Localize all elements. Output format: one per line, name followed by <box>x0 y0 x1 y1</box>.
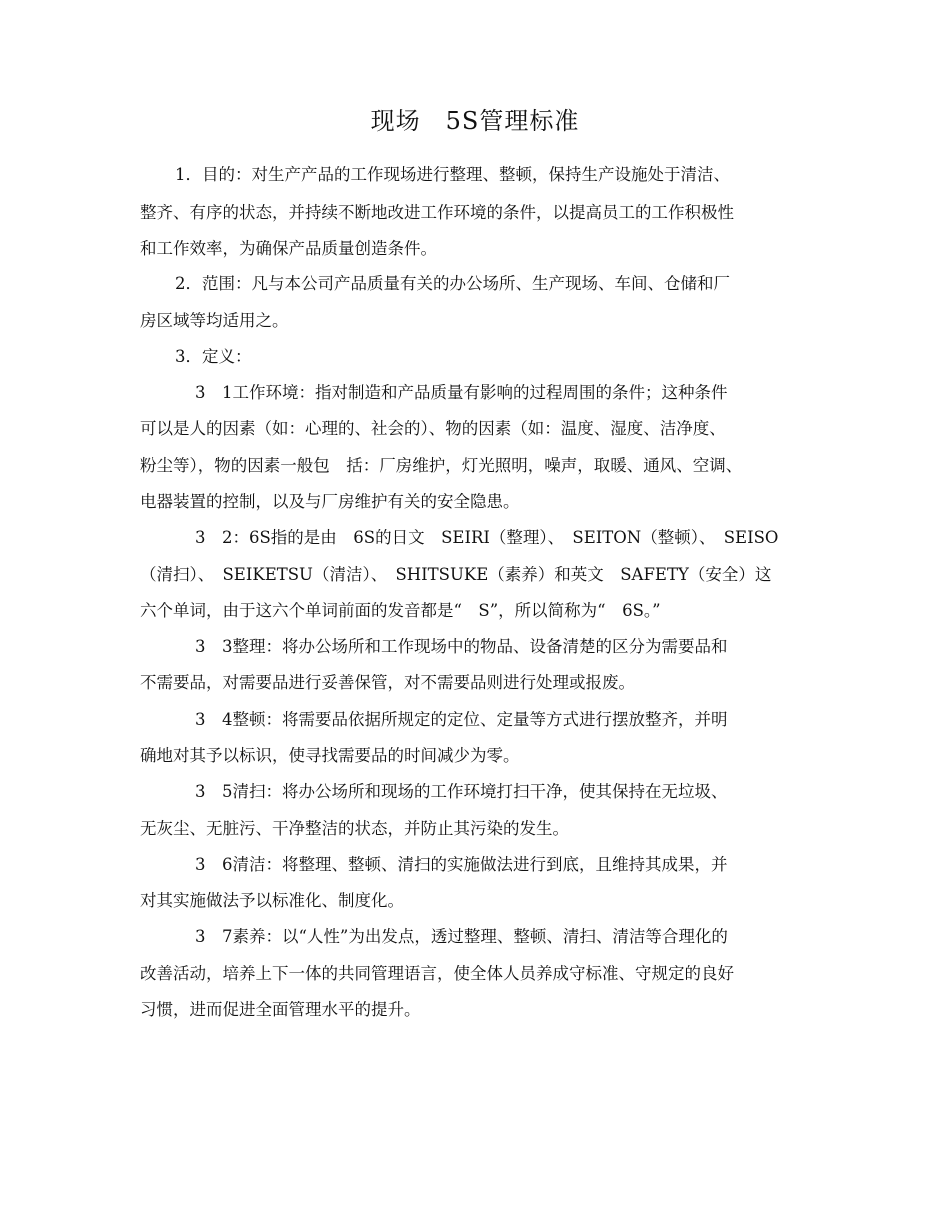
paragraph-line: 习惯，进而促进全面管理水平的提升。 <box>140 1000 421 1019</box>
paragraph-line: 整齐、有序的状态，并持续不断地改进工作环境的条件，以提高员工的工作积极性 <box>140 203 734 222</box>
paragraph-line: 改善活动，培养上下一体的共同管理语言，使全体人员养成守标准、守规定的良好 <box>140 964 734 983</box>
paragraph-line: 对其实施做法予以标准化、制度化。 <box>140 891 404 910</box>
paragraph-line: 3 4整顿：将需要品依据所规定的定位、定量等方式进行摆放整齐，并明 <box>195 710 728 729</box>
paragraph-line: 粉尘等），物的因素一般包 括：厂房维护，灯光照明，噪声，取暖、通风、空调、 <box>140 456 743 475</box>
paragraph-line: 3 7素养：以“人性”为出发点，透过整理、整顿、清扫、清洁等合理化的 <box>195 927 728 946</box>
paragraph-line: 和工作效率，为确保产品质量创造条件。 <box>140 239 437 258</box>
paragraph-line: 房区域等均适用之。 <box>140 311 289 330</box>
paragraph-line: 3 1工作环境：指对制造和产品质量有影响的过程周围的条件；这种条件 <box>195 383 728 402</box>
paragraph-line: 确地对其予以标识，使寻找需要品的时间减少为零。 <box>140 746 520 765</box>
paragraph-line: 2．范围：凡与本公司产品质量有关的办公场所、生产现场、车间、仓储和厂 <box>175 274 730 293</box>
paragraph-line: 电器装置的控制，以及与厂房维护有关的安全隐患。 <box>140 492 520 511</box>
paragraph-line: 3 5清扫：将办公场所和现场的工作环境打扫干净，使其保持在无垃圾、 <box>195 782 728 801</box>
paragraph-line: 3 3整理：将办公场所和工作现场中的物品、设备清楚的区分为需要品和 <box>195 637 728 656</box>
paragraph-line: 3 6清洁：将整理、整顿、清扫的实施做法进行到底，且维持其成果，并 <box>195 855 728 874</box>
paragraph-line: 可以是人的因素（如：心理的、社会的）、物的因素（如：温度、湿度、洁净度、 <box>140 419 726 438</box>
paragraph-line: 1．目的：对生产产品的工作现场进行整理、整顿，保持生产设施处于清洁、 <box>175 165 730 184</box>
paragraph-line: 3 2：6S指的是由 6S的日文 SEIRI（整理）、 SEITON（整顿）、 SEISO <box>195 528 779 547</box>
paragraph-line: 3．定义： <box>175 347 252 366</box>
paragraph-line: 不需要品，对需要品进行妥善保管，对不需要品则进行处理或报废。 <box>140 673 635 692</box>
paragraph-line: （清扫）、 SEIKETSU（清洁）、 SHITSUKE（素养）和英文 SAFETY（安全）这 <box>140 565 772 584</box>
paragraph-line: 六个单词，由于这六个单词前面的发音都是“ S”，所以简称为“ 6S。” <box>140 601 661 620</box>
document-title: 现场 5S管理标准 <box>370 107 580 135</box>
paragraph-line: 无灰尘、无脏污、干净整洁的状态，并防止其污染的发生。 <box>140 819 569 838</box>
